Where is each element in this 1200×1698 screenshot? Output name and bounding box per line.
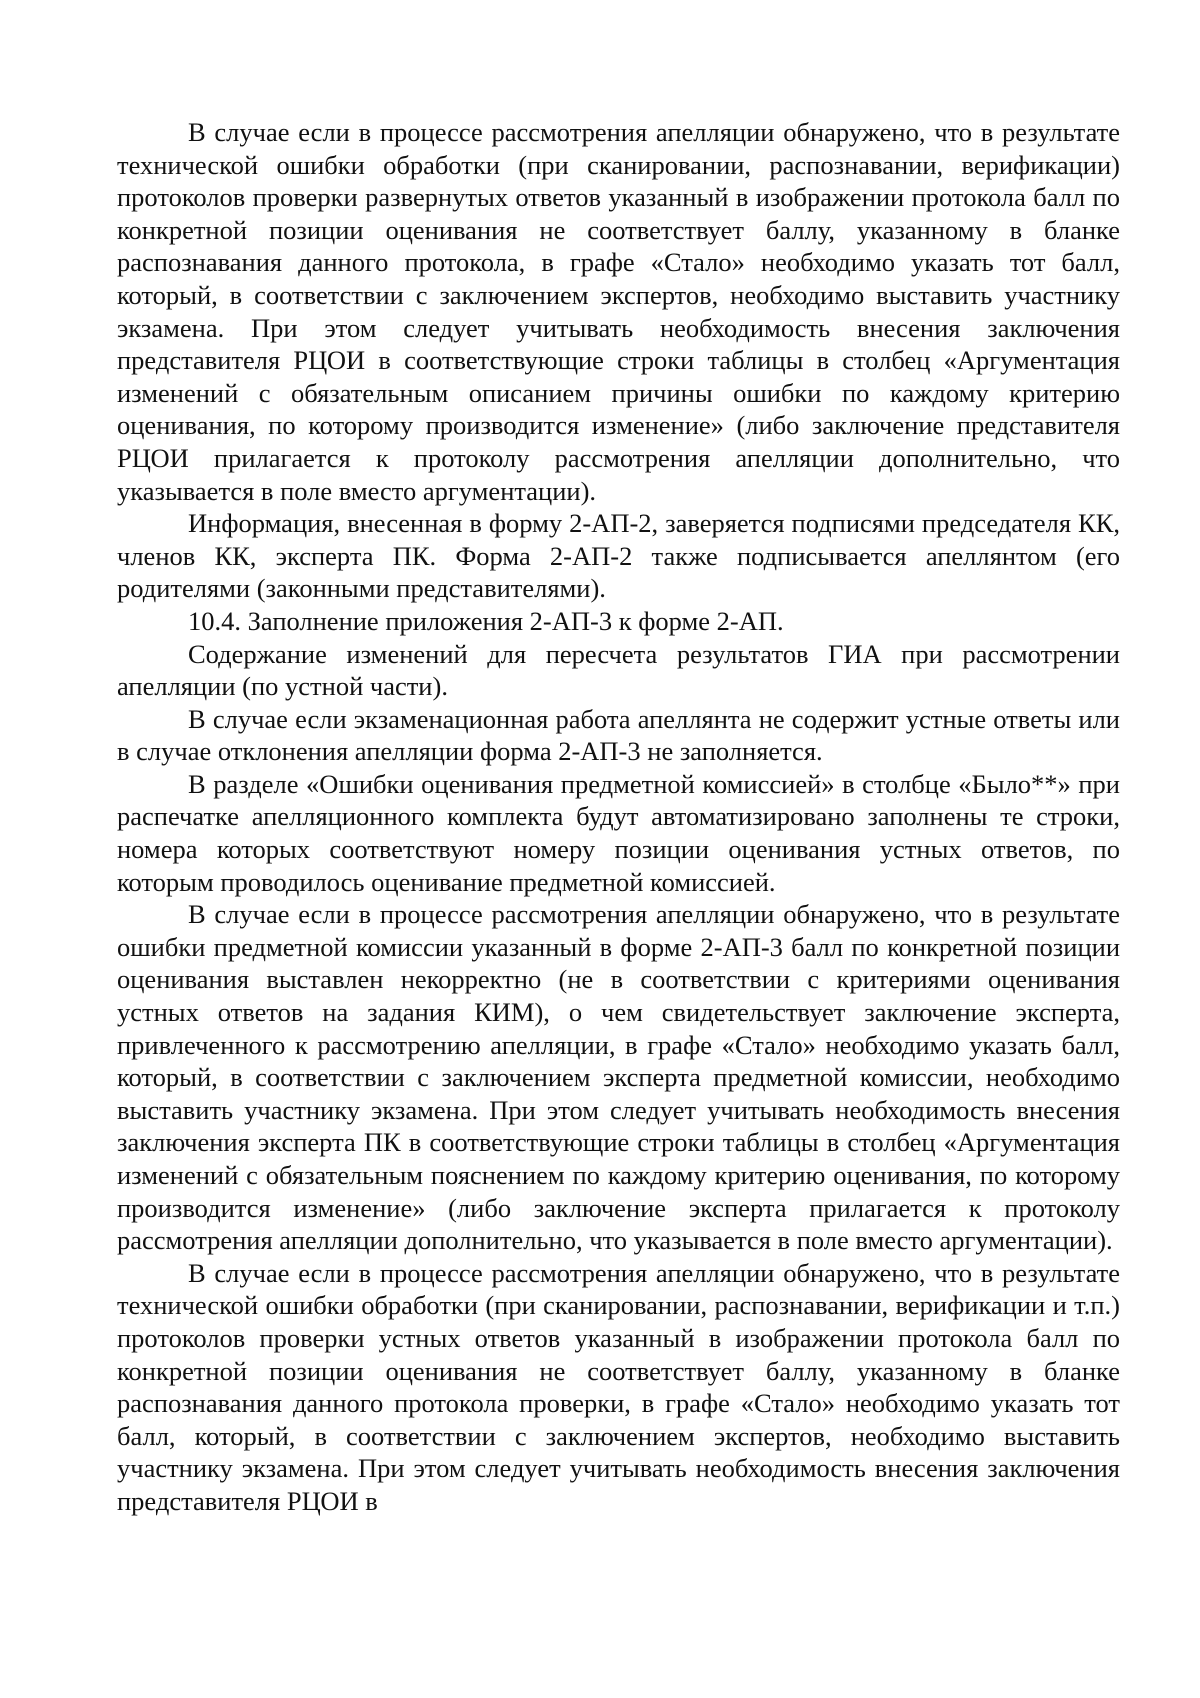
paragraph-commission-error-case: В случае если в процессе рассмотрения апелляции обнаружено, что в результате ошибки предметной комиссии указанный в форме 2-АП-3 балл по конкретной позиции оценивания выставлен некорректно (не в соответствии с критериями оценивания устных ответов на задания КИМ), о чем свидетельствует заключение эксперта, привлеченного к рассмотрению апелляции, в графе «Стало» необходимо указать балл, который, в соответствии с заключением эксперта предметной комиссии, необходимо выставить участнику экзамена. При этом следует учитывать необходимость внесения заключения эксперта ПК в соответствующие строки таблицы в столбец «Аргументация изменений с обязательным пояснением по каждому критерию оценивания, по которому производится изменение» (либо заключение эксперта прилагается к протоколу рассмотрения апелляции дополнительно, что указывается в поле вместо аргументации). (117, 899, 1120, 1256)
paragraph-no-oral-answers: В случае если экзаменационная работа апеллянта не содержит устные ответы или в случае отклонения апелляции форма 2-АП-3 не заполняется. (117, 703, 1120, 767)
paragraph-form-signatures: Информация, внесенная в форму 2-АП-2, заверяется подписями председателя КК, членов КК, эксперта ПК. Форма 2-АП-2 также подписывается апеллянтом (его родителями (законными представителями). (117, 508, 1120, 604)
paragraph-technical-error-oral: В случае если в процессе рассмотрения апелляции обнаружено, что в результате технической ошибки обработки (при сканировании, распознавании, верификации и т.п.) протоколов проверки устных ответов указанный в изображении протокола балл по конкретной позиции оценивания не соответствует баллу, указанному в бланке распознавания данного протокола проверки, в графе «Стало» необходимо указать тот балл, который, в соответствии с заключением экспертов, необходимо выставить участнику экзамена. При этом следует учитывать необходимость внесения заключения представителя РЦОИ в (117, 1257, 1120, 1516)
section-heading-10-4: 10.4. Заполнение приложения 2-АП-3 к форме 2-АП. (188, 605, 784, 636)
paragraph-oral-part-changes: Содержание изменений для пересчета результатов ГИА при рассмотрении апелляции (по устной части). (117, 638, 1120, 702)
document-page (117, 116, 1120, 1518)
paragraph-technical-error-extended: В случае если в процессе рассмотрения апелляции обнаружено, что в результате технической ошибки обработки (при сканировании, распознавании, верификации) протоколов проверки развернутых ответов указанный в изображении протокола балл по конкретной позиции оценивания не соответствует баллу, указанному в бланке распознавания данного протокола, в графе «Стало» необходимо указать тот балл, который, в соответствии с заключением экспертов, необходимо выставить участнику экзамена. При этом следует учитывать необходимость внесения заключения представителя РЦОИ в соответствующие строки таблицы в столбец «Аргументация изменений с обязательным описанием причины ошибки по каждому критерию оценивания, по которому производится изменение» (либо заключение представителя РЦОИ прилагается к протоколу рассмотрения апелляции дополнительно, что указывается в поле вместо аргументации). (117, 117, 1120, 506)
paragraph-commission-errors-section: В разделе «Ошибки оценивания предметной комиссией» в столбце «Было**» при распечатке апелляционного комплекта будут автоматизировано заполнены те строки, номера которых соответствуют номеру позиции оценивания устных ответов, по которым проводилось оценивание предметной комиссией. (117, 768, 1120, 897)
